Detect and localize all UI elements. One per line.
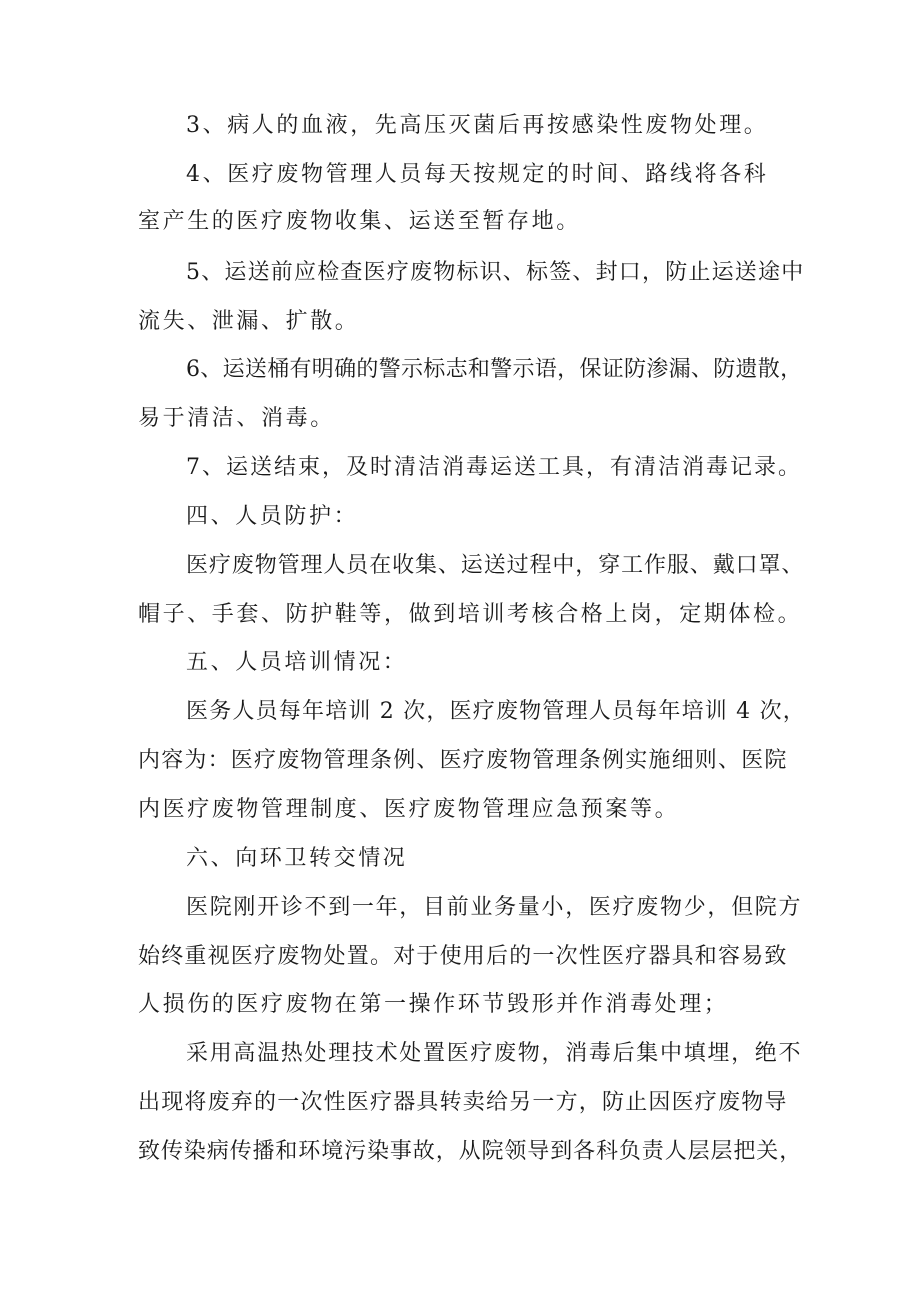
text-line: 内容为：医疗废物管理条例、医疗废物管理条例实施细则、医院 [138,748,788,773]
section-heading: 四、人员防护： [186,504,359,529]
text-line: 流失、泄漏、扩散。 [138,309,360,334]
text-line: 医院刚开诊不到一年，目前业务量小，医疗废物少，但院方 [186,895,803,920]
text-line: 采用高温热处理技术处置医疗废物，消毒后集中填埋，绝不 [186,1041,803,1066]
text-line: 致传染病传播和环境污染事故，从院领导到各科负责人层层把关， [138,1139,803,1164]
text-line: 5、运送前应检查医疗废物标识、标签、封口，防止运送途中 [186,260,805,285]
text-line: 内医疗废物管理制度、医疗废物管理应急预案等。 [138,797,680,822]
text-line: 3、病人的血液，先高压灭菌后再按感染性废物处理。 [186,113,769,138]
text-line: 人损伤的医疗废物在第一操作环节毁形并作消毒处理； [138,992,729,1017]
text-line: 出现将废弃的一次性医疗器具转卖给另一方，防止因医疗废物导 [138,1090,788,1115]
section-heading: 五、人员培训情况： [186,650,408,675]
text-line: 帽子、手套、防护鞋等，做到培训考核合格上岗，定期体检。 [138,602,803,627]
text-line: 易于清洁、消毒。 [138,406,335,431]
text-line: 室产生的医疗废物收集、运送至暂存地。 [138,209,581,234]
text-line: 医疗废物管理人员在收集、运送过程中，穿工作服、戴口罩、 [186,553,805,578]
text-line: 6、运送桶有明确的警示标志和警示语，保证防渗漏、防遗散， [186,357,803,382]
text-line: 始终重视医疗废物处置。对于使用后的一次性医疗器具和容易致 [138,944,788,969]
text-line: 4、医疗废物管理人员每天按规定的时间、路线将各科 [186,162,769,187]
text-line: 7、运送结束，及时清洁消毒运送工具，有清洁消毒记录。 [186,455,802,480]
text-line: 医务人员每年培训 2 次，医疗废物管理人员每年培训 4 次， [186,699,806,724]
section-heading: 六、向环卫转交情况 [186,846,408,871]
